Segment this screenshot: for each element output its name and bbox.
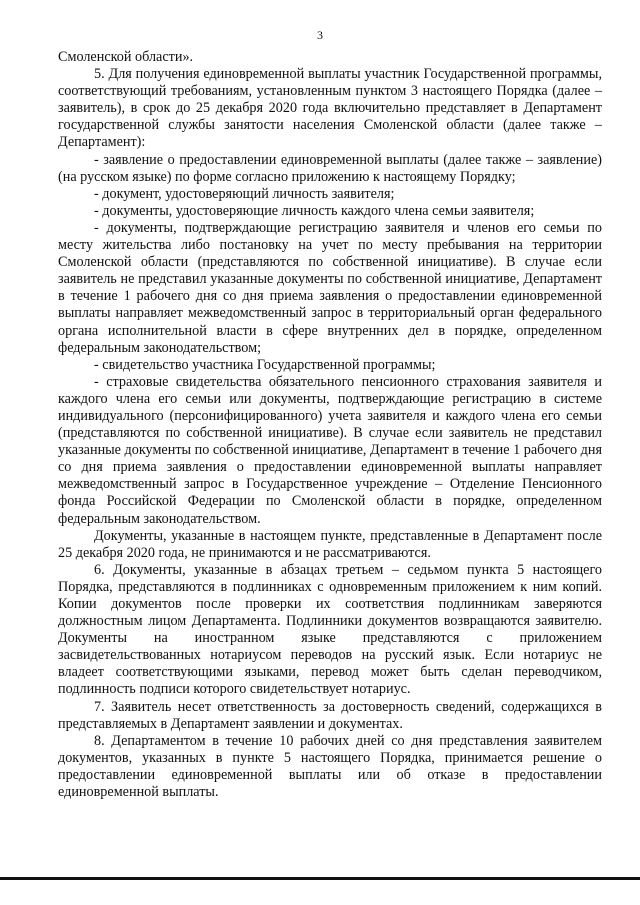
paragraph-continuation: Смоленской области». (58, 49, 194, 65)
list-item-application: - заявление о предоставлении единовременной выплаты (далее также – заявление) (на русском языке) по форме согласно приложению к настоящему Порядку; (58, 151, 602, 185)
paragraph-item-6: 6. Документы, указанные в абзацах третьем – седьмом пункта 5 настоящего Порядка, представляются в подлинниках с одновременным приложением к ним копий. Копии документов после проверки их соответствия подлинникам заверяются должностным лицом Департамента. Подлинники документов возвращаются заявителю. Документы на иностранном языке представляются с приложением засвидетельствованных нотариусом переводов на русский язык. Если нотариус не владеет соответствующими языками, перевод может быть сделан переводчиком, подлинность подписи которого свидетельствует нотариус. (58, 561, 602, 698)
bottom-scan-edge (0, 877, 640, 880)
paragraph-item-7: 7. Заявитель несет ответственность за достоверность сведений, содержащихся в представляемых в Департамент заявлении и документах. (58, 698, 602, 732)
paragraph-item-8: 8. Департаментом в течение 10 рабочих дней со дня представления заявителем документов, указанных в пункте 5 настоящего Порядка, принимается решение о предоставлении единовременной выплаты или об отказе в предоставлении единовременной выплаты. (58, 732, 602, 801)
document-body (58, 49, 602, 801)
paragraph-item-5: 5. Для получения единовременной выплаты участник Государственной программы, соответствующий требованиям, установленным пунктом 3 настоящего Порядка (далее – заявитель), в срок до 25 декабря 2020 года включительно представляет в Департамент государственной службы занятости населения Смоленской области (далее также – Департамент): (58, 66, 602, 151)
list-item-registration-documents: - документы, подтверждающие регистрацию заявителя и членов его семьи по месту жительства либо постановку на учет по месту пребывания на территории Смоленской области (представляются по собственной инициативе). В случае если заявитель не представил указанные документы по собственной инициативе, Департамент в течение 1 рабочего дня со дня приема заявления о предоставлении единовременной выплаты направляет межведомственный запрос в территориальный орган федерального органа исполнительной власти в сфере внутренних дел в порядке, определенном федеральным законодательством; (58, 219, 602, 356)
list-item-pension-certificates: - страховые свидетельства обязательного пенсионного страхования заявителя и каждого члена его семьи или документы, подтверждающие регистрацию в системе индивидуального (персонифицированного) учета заявителя и каждого члена его семьи (представляются по собственной инициативе). В случае если заявитель не представил указанные документы по собственной инициативе, Департамент в течение 1 рабочего дня со дня приема заявления о предоставлении единовременной выплаты направляет межведомственный запрос в Государственное учреждение – Отделение Пенсионного фонда Российской Федерации по Смоленской области в порядке, определенном федеральным законодательством. (58, 373, 602, 527)
list-item-family-identity: - документы, удостоверяющие личность каждого члена семьи заявителя; (94, 202, 535, 219)
list-item-identity-document: - документ, удостоверяющий личность заявителя; (94, 185, 395, 202)
list-item-participant-certificate: - свидетельство участника Государственной программы; (94, 356, 436, 373)
paragraph-late-documents: Документы, указанные в настоящем пункте, представленные в Департамент после 25 декабря 2020 года, не принимаются и не рассматриваются. (58, 527, 602, 561)
page-number: 3 (317, 28, 323, 42)
